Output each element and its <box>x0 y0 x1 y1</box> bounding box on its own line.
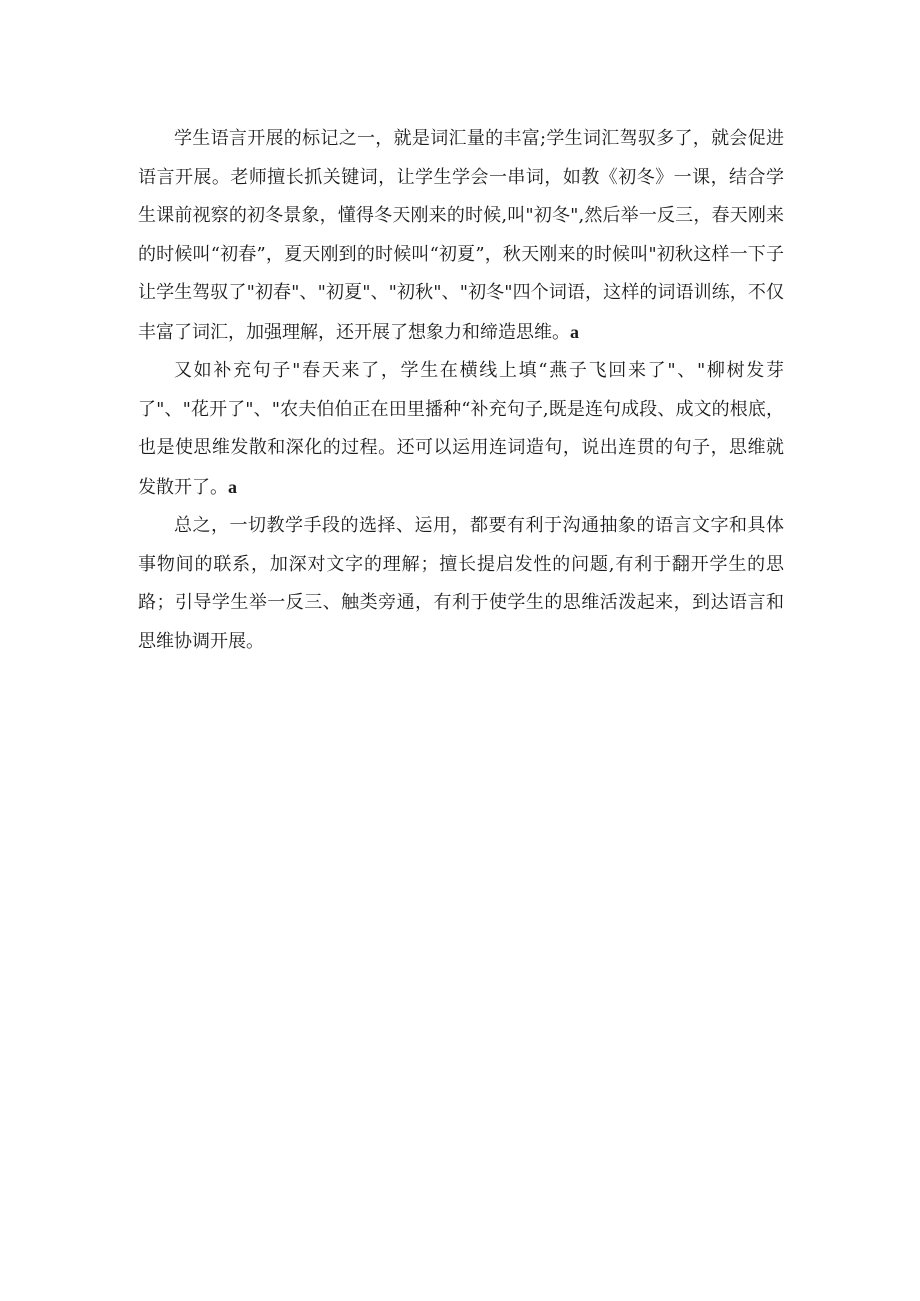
document-body <box>138 120 784 661</box>
paragraph-vocabulary <box>138 120 784 352</box>
paragraph-text: 又如补充句子"春天来了，学生在横线上填“燕子飞回来了"、"柳树发芽了"、"花开了"、"农夫伯伯正在田里播种“补充句子,既是连句成段、成文的根底，也是使思维发散和深化的过程。还可以运用连词造句，说出连贯的句子，思维就发散开了。 <box>138 360 784 498</box>
paragraph-text: 总之，一切教学手段的选择、运用，都要有利于沟通抽象的语言文字和具体事物间的联系，加深对文字的理解；擅长提启发性的问题,有利于翻开学生的思路；引导学生举一反三、触类旁通，有利于使学生的思维活泼起来，到达语言和思维协调开展。 <box>138 515 784 652</box>
paragraph-end-mark: a <box>228 476 237 497</box>
paragraph-end-mark: a <box>570 321 579 342</box>
paragraph-text: 学生语言开展的标记之一，就是词汇量的丰富;学生词汇驾驭多了，就会促进语言开展。老师擅长抓关键词，让学生学会一串词，如教《初冬》一课，结合学生课前视察的初冬景象，懂得冬天刚来的时候,叫"初冬",然后举一反三，春天刚来的时候叫“初春”，夏天刚到的时候叫“初夏”，秋天刚来的时候叫"初秋这样一下子让学生驾驭了"初春"、"初夏"、"初秋"、"初冬"四个词语，这样的词语训练，不仅丰富了词汇，加强理解，还开展了想象力和缔造思维。 <box>138 128 784 343</box>
paragraph-conclusion <box>138 507 784 661</box>
paragraph-sentence-completion <box>138 352 784 507</box>
